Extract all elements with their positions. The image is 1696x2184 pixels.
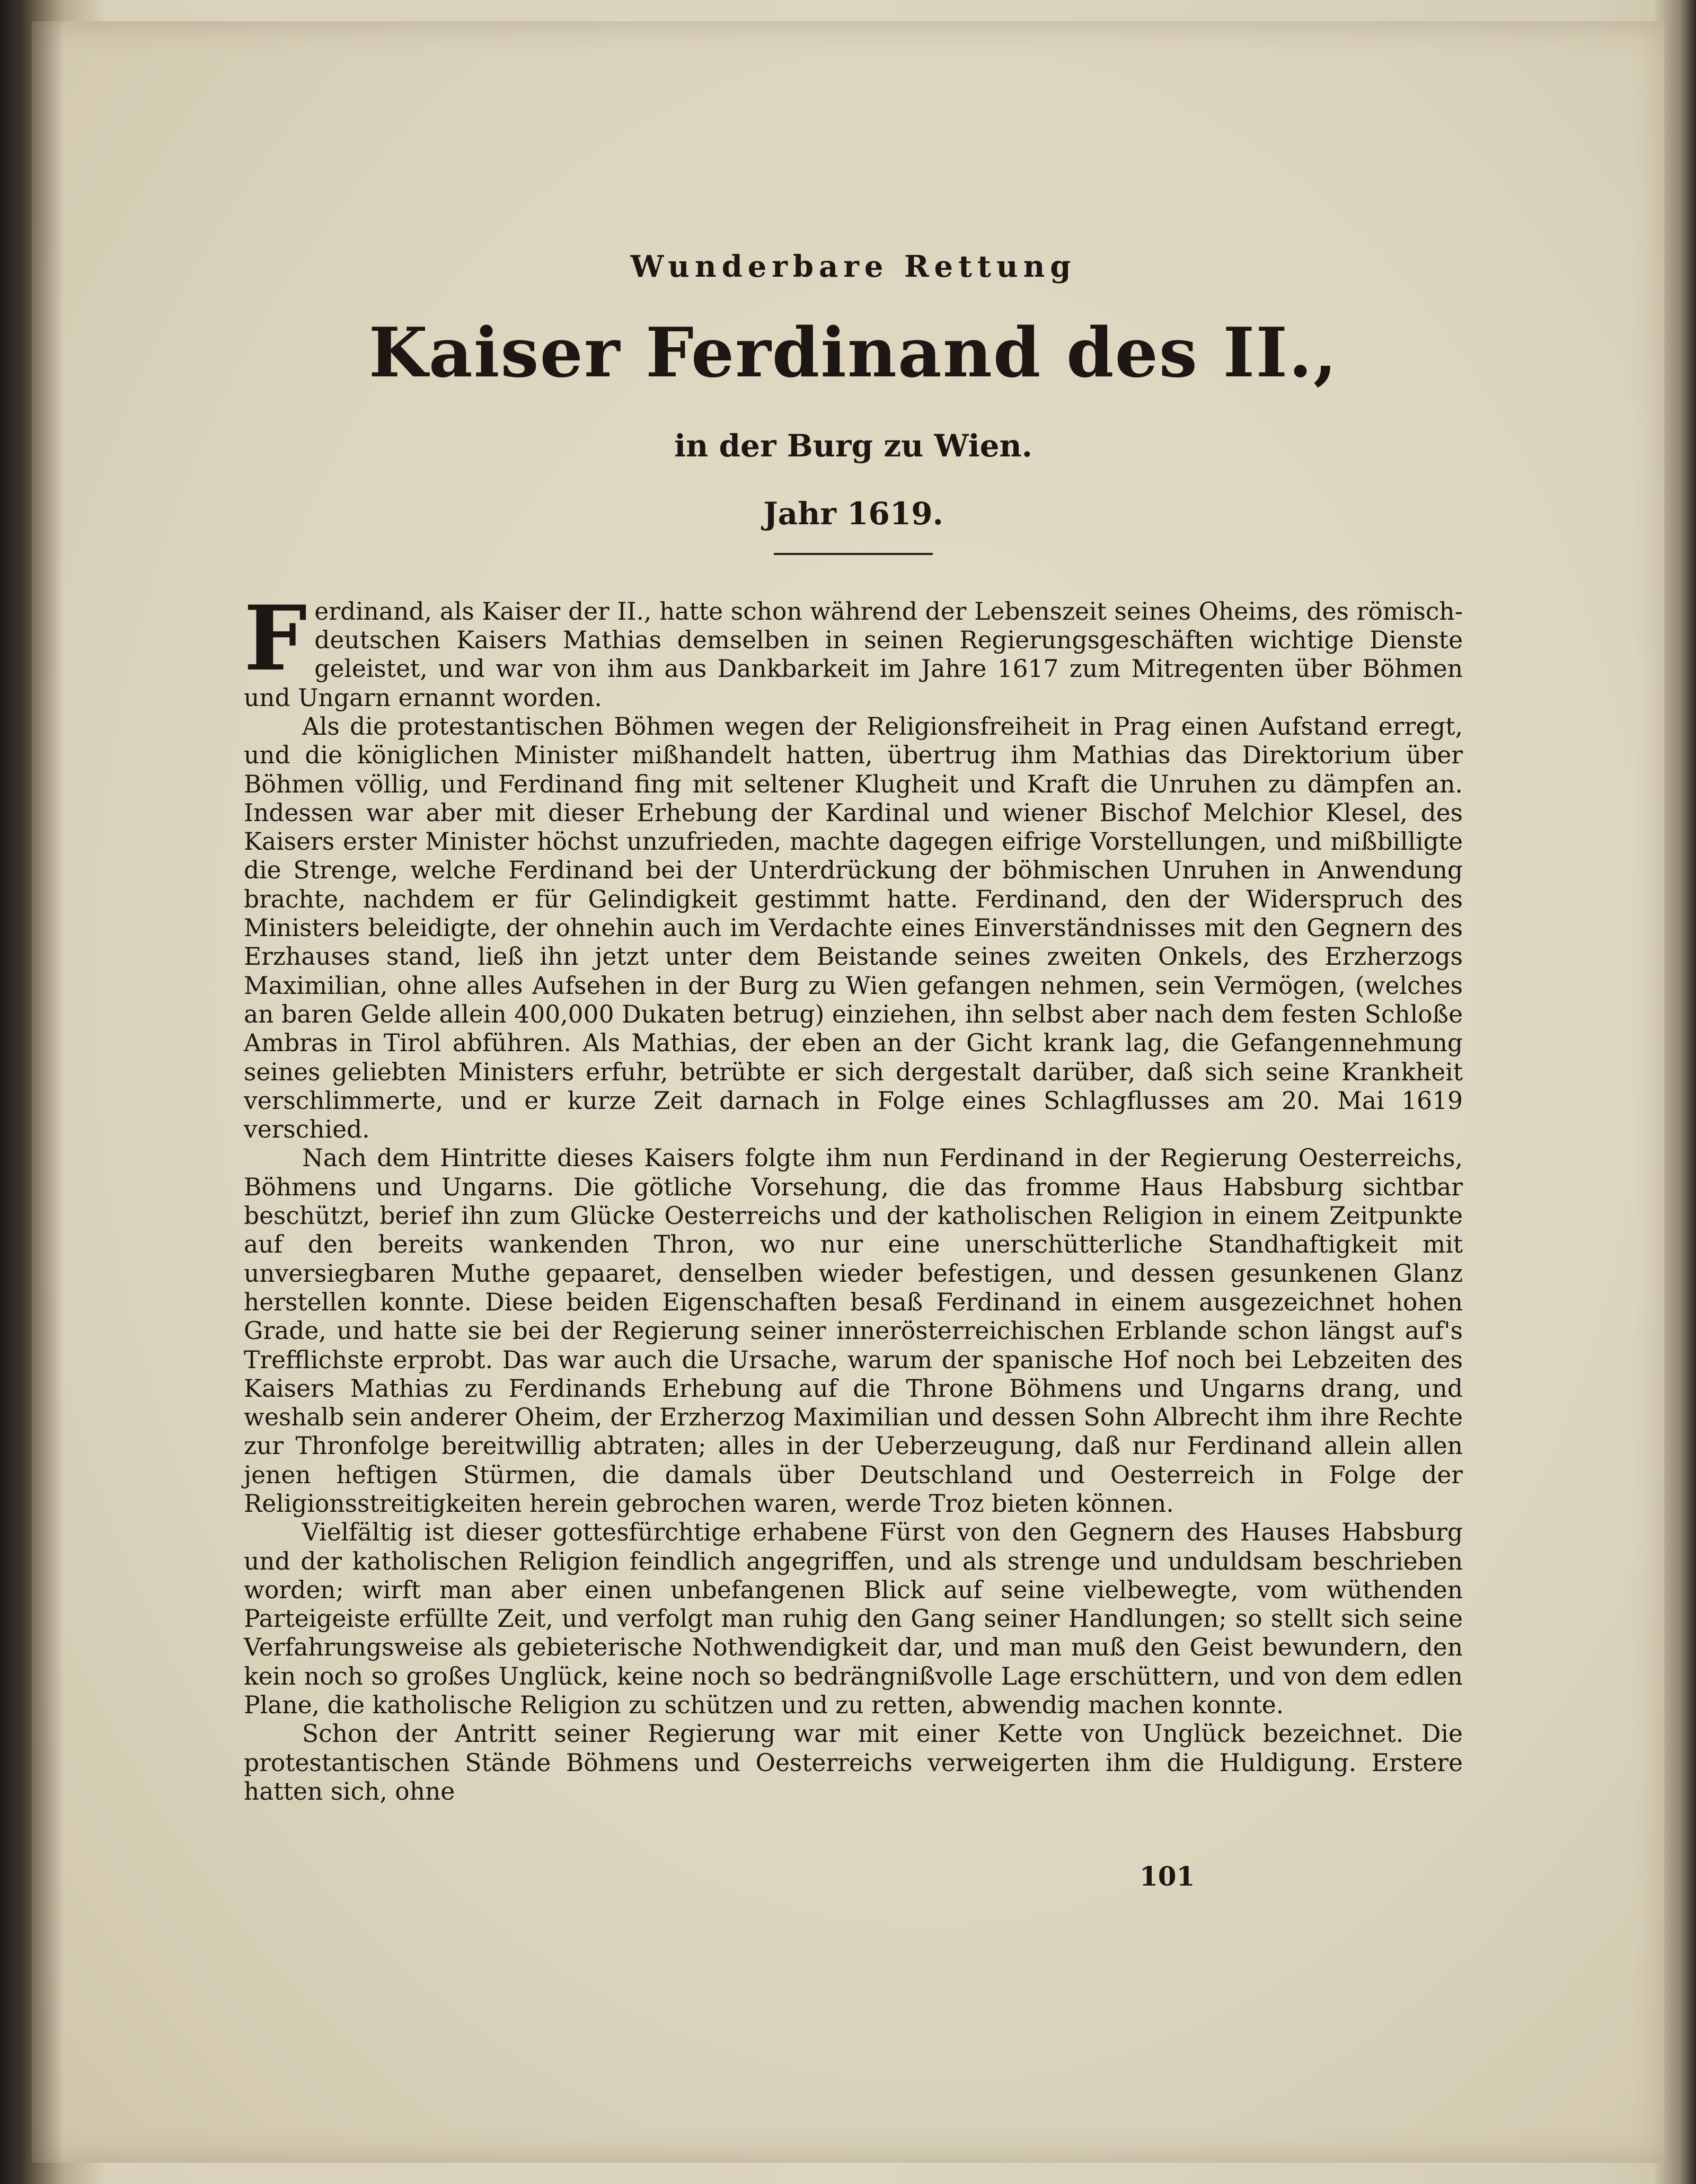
paragraph-2: Als die protestantischen Böhmen wegen der Religionsfreiheit in Prag einen Aufstand erregt, und die königlichen Minister mißhandelt hatten, übertrug ihm Mathias das Direktorium über Böhmen völlig, und Ferdinand fing mit seltener Klugheit und Kraft die Unruhen zu dämpfen an. Indessen war aber mit dieser Erhebung der Kardinal und wiener Bischof Melchior Klesel, des Kaisers erster Minister höchst unzufrieden, machte dagegen eifrige Vorstellungen, und mißbilligte die Strenge, welche Ferdinand bei der Unterdrückung der böhmischen Unruhen in Anwendung brachte, nachdem er für Gelindigkeit gestimmt hatte. Ferdinand, den der Widerspruch des Ministers beleidigte, der ohnehin auch im Verdachte eines Einverständnisses mit den Gegnern des Erzhauses stand, ließ ihn jetzt unter dem Beistande seines zweiten Onkels, des Erzherzogs Maximilian, ohne alles Aufsehen in der Burg zu Wien gefangen nehmen, sein Vermögen, (welches an baren Gelde allein 400,000 Dukaten betrug) einziehen, ihn selbst aber nach dem festen Schloße Ambras in Tirol abführen. Als Mathias, der eben an der Gicht krank lag, die Gefangennehmung seines geliebten Ministers erfuhr, betrübte er sich dergestalt darüber, daß sich seine Krankheit verschlimmerte, und er kurze Zeit darnach in Folge eines Schlagflusses am 20. Mai 1619 verschied. [244,712,1463,1144]
chapter-kicker: Wunderbare Rettung [630,249,1076,284]
chapter-subtitle: in der Burg zu Wien. [674,427,1032,464]
paragraph-5: Schon der Antritt seiner Regierung war mit einer Kette von Unglück bezeichnet. Die protestantischen Stände Böhmens und Oesterreichs verweigerten ihm die Huldigung. Erstere hatten sich, ohne [244,1720,1463,1806]
paragraph-3: Nach dem Hintritte dieses Kaisers folgte ihm nun Ferdinand in der Regierung Oesterreichs, Böhmens und Ungarns. Die götliche Vorsehung, die das fromme Haus Habsburg sichtbar beschützt, berief ihn zum Glücke Oesterreichs und der katholischen Religion in einem Zeitpunkte auf den bereits wankenden Thron, wo nur eine unerschütterliche Standhaftigkeit mit unversiegbaren Muthe gepaaret, denselben wieder befestigen, und dessen gesunkenen Glanz herstellen konnte. Diese beiden Eigenschaften besaß Ferdinand in einem ausgezeichnet hohen Grade, und hatte sie bei der Regierung seiner innerösterreichischen Erblande schon längst auf's Trefflichste erprobt. Das war auch die Ursache, warum der spanische Hof noch bei Lebzeiten des Kaisers Mathias zu Ferdinands Erhebung auf die Throne Böhmens und Ungarns drang, und weshalb sein anderer Oheim, der Erzherzog Maximilian und dessen Sohn Albrecht ihm ihre Rechte zur Thronfolge bereitwillig abtraten; alles in der Ueberzeugung, daß nur Ferdinand allein allen jenen heftigen Stürmen, die damals über Deutschland und Oesterreich in Folge der Religionsstreitigkeiten herein gebrochen waren, werde Troz bieten können. [244,1144,1463,1518]
book-gutter-shadow [32,21,64,2163]
paragraph-4: Vielfältig ist dieser gottesfürchtige erhabene Fürst von den Gegnern des Hauses Habsburg und der katholischen Religion feindlich angegriffen, und als strenge und unduldsam beschrieben worden; wirft man aber einen unbefangenen Blick auf seine vielbewegte, vom wüthenden Parteigeiste erfüllte Zeit, und verfolgt man ruhig den Gang seiner Handlungen; so stellt sich seine Verfahrungsweise als gebieterische Nothwendigkeit dar, und man muß den Geist bewundern, den kein noch so großes Unglück, keine noch so bedrängnißvolle Lage erschüttern, und von dem edlen Plane, die katholische Religion zu schützen und zu retten, abwendig machen konnte. [244,1518,1463,1720]
chapter-year: Jahr 1619. [763,495,943,532]
page-content [244,249,1463,1806]
drop-cap: F [244,585,307,691]
title-divider [774,553,933,555]
paragraph-1 [244,585,1463,712]
page-number: 101 [1140,1861,1195,1892]
paragraph-1-text: erdinand, als Kaiser der II., hatte schon während der Lebenszeit seines Oheims, des römisch-deutschen Kaisers Mathias demselben in seinen Regierungsgeschäften wichtige Dienste geleistet, und war von ihm aus Dankbarkeit im Jahre 1617 zum Mitregenten über Böhmen und Ungarn ernannt worden. [244,597,1463,712]
chapter-title: Kaiser Ferdinand des II., [368,313,1338,393]
